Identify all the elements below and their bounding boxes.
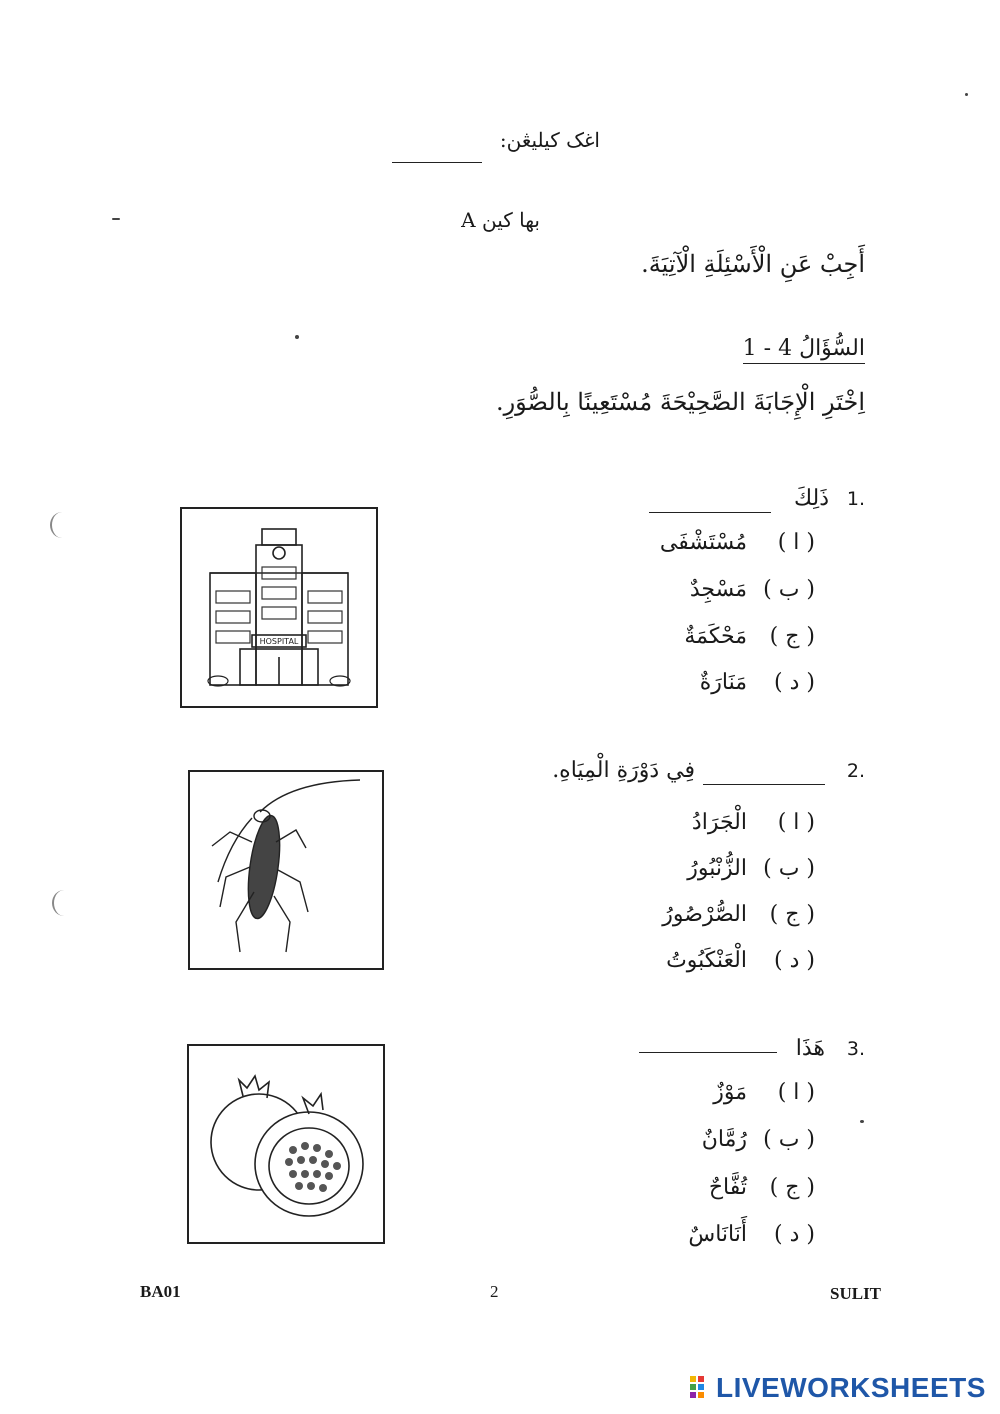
question-stem: هَذَا [795,1036,825,1061]
question-group-heading [700,336,865,361]
question-2 [552,758,865,796]
question-number: 1. [846,488,865,510]
option-text: مُسْتَشْفَى [659,530,747,555]
footer-sulit: SULIT [830,1284,882,1303]
option-letter: ( ب ) [763,856,815,881]
question-number: 2. [846,760,865,782]
scan-speck [860,1120,864,1123]
option-3c[interactable] [625,1175,815,1211]
option-1b[interactable] [625,577,815,613]
option-letter: ( د ) [774,948,815,973]
answer-blank[interactable] [703,784,825,785]
punch-hole-mark [52,890,76,916]
option-text: مَنَارَةٌ [699,670,747,695]
question-3 [635,1038,865,1074]
option-letter: ( ا ) [777,1080,815,1105]
option-3b[interactable] [625,1127,815,1163]
option-letter: ( ج ) [769,1175,815,1200]
liveworksheets-icon [690,1376,712,1400]
name-field-row [300,128,600,168]
question-stem: فِي دَوْرَةِ الْمِيَاهِ. [552,758,695,783]
question-group-heading-text: السُّؤَالُ 4 - 1 [743,336,865,364]
option-letter: ( ج ) [769,902,815,927]
option-text: مَحْكَمَةٌ [684,624,747,649]
option-text: مَوْزٌ [713,1080,747,1105]
option-letter: ( د ) [774,670,815,695]
option-letter: ( ج ) [769,624,815,649]
name-blank-line[interactable] [392,162,482,163]
scan-speck [965,93,968,96]
footer-code: BA01 [140,1282,181,1301]
cockroach-image [188,770,384,970]
option-text: تُفَّاحٌ [708,1175,747,1200]
option-text: الْعَنْكَبُوتُ [666,948,747,973]
name-label: اغک کيليڠن: [499,128,600,152]
scan-speck [112,218,120,220]
option-letter: ( د ) [774,1222,815,1247]
liveworksheets-wordmark: LIVEWORKSHEETS [716,1372,986,1403]
option-3a[interactable] [625,1080,815,1116]
option-letter: ( ا ) [777,530,815,555]
option-2d[interactable] [625,948,815,984]
option-1d[interactable] [625,670,815,706]
liveworksheets-logo[interactable] [690,1372,990,1406]
section-title: بها کين A [461,208,540,232]
pomegranate-icon [189,1046,383,1242]
punch-hole-mark [50,512,74,538]
question-group-instruction: اِخْتَرِ الْإِجَابَةَ الصَّحِيْحَةَ مُسْتَعِينًا بِالصُّوَرِ. [495,388,865,416]
option-2b[interactable] [625,856,815,892]
answer-blank[interactable] [649,512,771,513]
question-number: 3. [846,1038,865,1060]
option-text: مَسْجِدٌ [689,577,747,602]
hospital-icon [182,509,376,706]
hospital-sign: HOSPITAL [259,637,299,646]
option-1a[interactable] [625,530,815,566]
option-text: أَنَانَاسٌ [688,1222,747,1247]
option-text: الْجَرَادُ [691,810,747,835]
main-instruction: أَجِبْ عَنِ الْأَسْئِلَةِ الْآتِيَةَ. [641,250,865,278]
pomegranate-image [187,1044,385,1244]
option-letter: ( ب ) [763,577,815,602]
answer-blank[interactable] [639,1052,777,1053]
scan-speck [295,335,299,339]
option-1c[interactable] [625,624,815,660]
option-3d[interactable] [625,1222,815,1258]
option-text: رُمَّانٌ [701,1127,747,1152]
option-text: الصُّرْصُورُ [662,902,747,927]
cockroach-icon [190,772,382,968]
option-letter: ( ا ) [777,810,815,835]
option-2a[interactable] [625,810,815,846]
option-text: الزُّنْبُورُ [687,856,747,881]
question-stem: ذَلِكَ [793,486,829,511]
question-1 [635,488,865,524]
page-number: 2 [490,1282,499,1301]
option-2c[interactable] [625,902,815,938]
option-letter: ( ب ) [763,1127,815,1152]
hospital-image [180,507,378,708]
